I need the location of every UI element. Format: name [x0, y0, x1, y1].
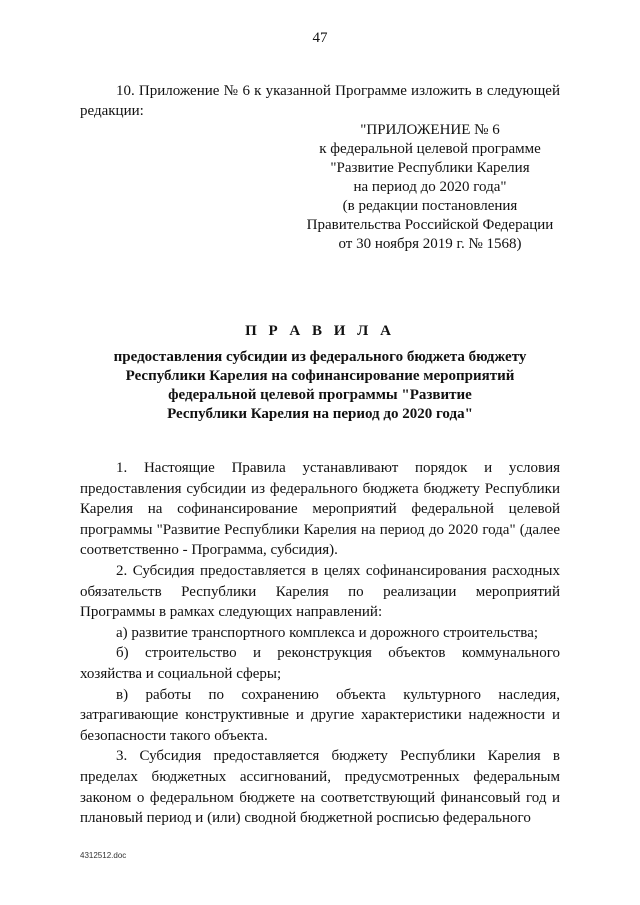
- paragraph-2a: а) развитие транспортного комплекса и дорожного строительства;: [116, 624, 539, 641]
- paragraph-3: 3. Субсидия предоставляется бюджету Республики Карелия в пределах бюджетных ассигнований, предусмотренных федеральным законом о федеральном бюджете на соответствующий финансовый год и плановый период и (или) сводной бюджетной росписью федерального: [80, 748, 560, 827]
- subtitle-line: предоставления субсидии из федерального бюджета бюджету: [113, 349, 527, 365]
- rules-title: П Р А В И Л А: [245, 323, 395, 339]
- page-number: 47: [312, 30, 328, 46]
- paragraph-2b: б) строительство и реконструкция объектов коммунального хозяйства и социальной сферы;: [80, 645, 560, 682]
- rules-body: [80, 458, 560, 829]
- paragraph-2c: в) работы по сохранению объекта культурного наследия, затрагивающие конструктивные и другие характеристики надежности и безопасности такого объекта.: [80, 686, 560, 744]
- appendix-line: Правительства Российской Федерации: [306, 217, 554, 233]
- appendix-line: "Развитие Республики Карелия: [330, 160, 530, 176]
- subtitle-line: Республики Карелия на софинансирование мероприятий: [125, 368, 515, 384]
- appendix-header: [300, 121, 560, 254]
- paragraph-2: 2. Субсидия предоставляется в целях софинансирования расходных обязательств Республики Карелия по реализации мероприятий Программы в рамках следующих направлений:: [80, 562, 560, 621]
- appendix-line: (в редакции постановления: [342, 198, 518, 214]
- paragraph-1: 1. Настоящие Правила устанавливают порядок и условия предоставления субсидии из федерального бюджета бюджету Республики Карелия на софинансирование мероприятий федеральной целевой программы "Развитие Республики Карелия на период до 2020 года" (далее соответственно - Программа, субсидия).: [80, 460, 560, 559]
- subtitle-line: федеральной целевой программы "Развитие: [168, 387, 472, 403]
- appendix-line: "ПРИЛОЖЕНИЕ № 6: [360, 122, 500, 138]
- appendix-line: на период до 2020 года": [353, 179, 507, 195]
- appendix-line: от 30 ноября 2019 г. № 1568): [338, 236, 522, 252]
- intro-paragraph: 10. Приложение № 6 к указанной Программе изложить в следующей редакции:: [80, 83, 560, 119]
- appendix-line: к федеральной целевой программе: [319, 141, 541, 157]
- subtitle-line: Республики Карелия на период до 2020 года": [167, 406, 473, 422]
- file-name-footer: 4312512.doc: [80, 851, 127, 860]
- rules-subtitle: [80, 348, 560, 424]
